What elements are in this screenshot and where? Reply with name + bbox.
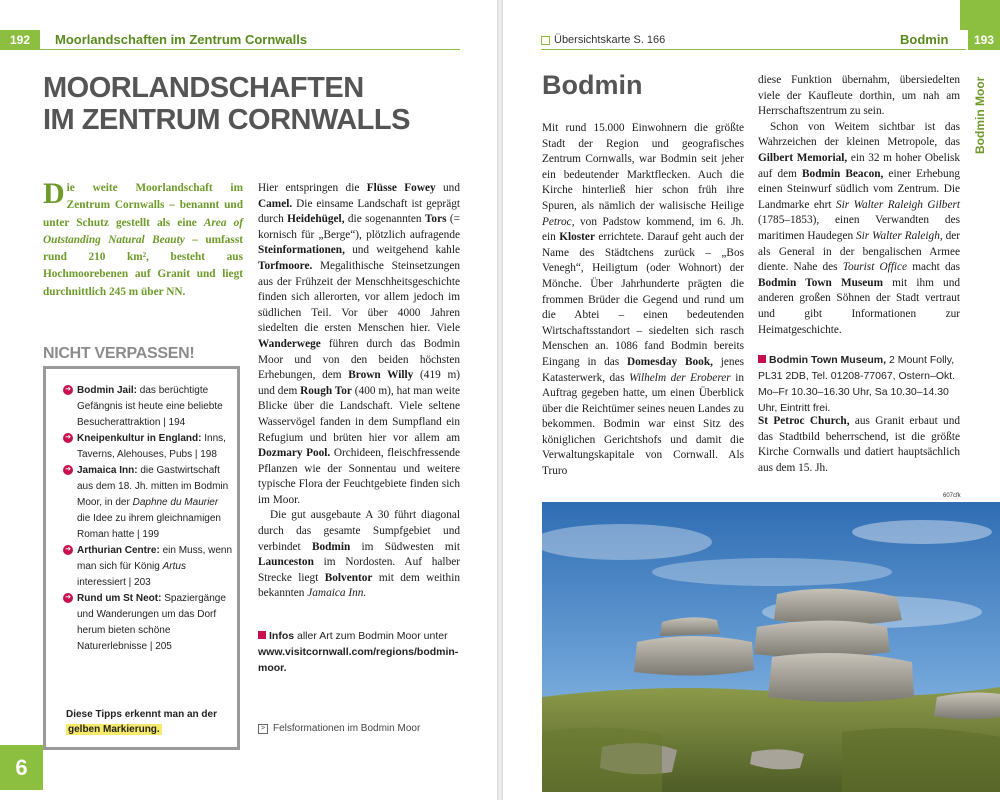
museum-bullet-icon — [758, 355, 766, 363]
map-square-icon — [541, 36, 550, 45]
tip-title: Rund um St Neot: — [77, 593, 162, 604]
section-title: Bodmin — [542, 70, 643, 100]
church-paragraph: St Petroc Church, aus Granit erbaut und das Stadtbild beherrschend, ist die größte Kirche Cornwalls und datiert hauptsächlich aus dem 15. Jh. — [758, 415, 961, 474]
tip-item: ➔ Kneipenkultur in England: Inns, Taverns, Alehouses, Pubs | 198 — [63, 431, 233, 463]
emphasis: Torfmoore. — [258, 259, 313, 272]
emphasis: Launceston — [258, 556, 314, 569]
gilbert-paragraph: Schon von Weitem sichtbar ist das Wahrzeichen der kleinen Metropole, das Gilbert Memorial, ein 32 m hoher Obelisk auf dem Bodmin Beacon, einer Erhebung einen Steinwurf südlich vom Zentrum. Die Landmarke ehrt Sir Walter Raleigh Gilbert (1785–1853), einen Verwandten des maritimen Haudegen Sir Walter Raleigh, der als General in der bengalischen Armee diente. Nahe des Tourist Office macht das Bodmin Town Museum mit ihm und anderen großen Söhnen der Stadt vertraut und gibt Informationen zur Heimatgeschichte. — [758, 120, 961, 336]
emphasis: Bodmin Town Museum — [758, 276, 883, 289]
intro-text-a: ie weite Moorlandschaft im Zentrum Cornwalls – benannt und unter Schutz gestellt als eine — [43, 182, 243, 229]
church-column — [758, 414, 960, 476]
caption-text: Felsformationen im Bodmin Moor — [273, 723, 421, 734]
church-name: St Petroc Church, — [758, 415, 850, 427]
emphasis: Wanderwege — [258, 337, 321, 350]
running-head-left: Moorlandschaften im Zentrum Cornwalls — [55, 32, 308, 47]
emphasis: Sir Walter Raleigh, — [856, 229, 943, 242]
header-rule-right — [541, 49, 966, 50]
drop-cap: D — [43, 177, 65, 210]
emphasis: Heidehügel, — [287, 213, 345, 226]
emphasis: Sir Walter Raleigh Gilbert — [835, 198, 960, 211]
emphasis: Wilhelm der Eroberer — [629, 371, 731, 384]
emphasis: Rough Tor — [300, 384, 352, 397]
emphasis: Jamaica Inn. — [307, 587, 367, 600]
tip-item: ➔ Arthurian Centre: ein Muss, wenn man sich für König Artus interessiert | 203 — [63, 543, 233, 591]
corner-tab — [960, 0, 1000, 30]
bodmin-paragraph: Mit rund 15.000 Einwohnern die größte Stadt der Region und geografisches Zentrum Cornwalls, war Bodmin seit jeher ein bedeutender Marktflecken. Auch die Kirche hinterließ hier schon früh ihre Spuren, als nämlich der walisische Heilige Petroc, von Padstow kommend, im 6. Jh. ein Kloster errichtete. Darauf geht auch der Name des Städtchens zurück – „Bos Venegh“, Heiligtum (oder Wohnort) der Mönche. Über Jahrhunderte prägten die frommen Brüder die Gegend und rund um die Abtei – einen bedeutenden Wirtschaftsstandort – siedelten sich rasch Menschen an. 1086 fand Bodmin bereits Eingang in das Domesday Book, jenes Katasterwerk, das Wilhelm der Eroberer in Auftrag gegeben hatte, um einen Überblick über die Reichtümer seines neuen Landes zu bekommen. Bodmin war einst Sitz des königlichen Gerichtshofs und damit die Verwaltungskapitale von Cornwall. Als Truro — [542, 122, 744, 478]
side-chapter-label: Bodmin Moor — [973, 76, 987, 154]
tips-list — [63, 383, 233, 655]
box-heading: NICHT VERPASSEN! — [43, 345, 195, 362]
body-paragraph-1: Hier entspringen die Flüsse Fowey und Camel. Die einsame Landschaft ist geprägt durch Heidehügel, die sogenannten Tors (= kornisch für „Berge“), plötzlich aufragende Steinformationen, und weitgehend kahle Torfmoore. Megalithische Steinsetzungen aus der Frühzeit der Menschheitsgeschichte finden sich allerorten, vor allem jedoch im südlichen Teil. Vor über 4000 Jahren siedelten die ersten Menschen hier. Viele Wanderwege führen durch das Bodmin Moor und von den beiden höchsten Erhebungen, dem Brown Willy (419 m) und dem Rough Tor (400 m), hat man weite Blicke über die Landschaft. Viele seltene Wasservögel fanden in dem Sumpfland ein Refugium und brüten hier vor allem am Dozmary Pool. Orchideen, fleischfressende Pflanzen wie der Sonnentau und weitere typische Flora der Feuchtgebiete finden sich im Moor. — [258, 182, 461, 506]
info-label: Infos — [269, 630, 295, 642]
photo-caption — [258, 723, 420, 734]
emphasis: Camel. — [258, 197, 293, 210]
title-line-1: MOORLANDSCHAFTEN — [43, 72, 364, 104]
museum-name: Bodmin Town Museum, — [769, 354, 887, 366]
box-footnote-a: Diese Tipps erkennt man an der — [66, 709, 217, 720]
emphasis: Brown Willy — [348, 369, 414, 382]
cross-reference — [541, 34, 665, 46]
emphasis: Bodmin Beacon, — [802, 167, 884, 180]
page-number-left: 192 — [0, 30, 40, 50]
body-column-right-1 — [542, 121, 744, 480]
intro-paragraph — [43, 177, 243, 301]
body-column-left — [258, 181, 460, 602]
box-footnote-highlight: gelben Markierung. — [68, 724, 160, 735]
tips-box — [43, 366, 240, 750]
cross-reference-text: Übersichtskarte S. 166 — [554, 34, 666, 46]
intro-text-b: – umfasst rund 210 km², besteht aus Hochmoorebenen auf Granit und liegt durchnittlich 245 m über NN. — [43, 233, 243, 298]
continuation-paragraph: diese Funktion übernahm, übersiedelten viele der Kaufleute dorthin, um nah am Herrschaftszentrum zu sein. — [758, 74, 960, 118]
emphasis: Gilbert Memorial, — [758, 151, 848, 164]
box-footnote — [66, 707, 226, 737]
page-number-right: 193 — [968, 30, 1000, 50]
emphasis: Bolventor — [324, 571, 373, 584]
header-rule-left — [0, 49, 460, 50]
moor-rock-photo — [542, 502, 1000, 792]
tip-italic: Artus — [162, 561, 186, 572]
photo-illustration — [542, 502, 1000, 792]
tip-item: ➔ Jamaica Inn: die Gastwirtschaft aus dem 18. Jh. mitten im Bodmin Moor, in der Daphne du Maurier die Idee zu ihrem gleichnamigen Roman hatte | 199 — [63, 463, 233, 543]
tip-title: Arthurian Centre: — [77, 545, 160, 556]
body-column-right-2 — [758, 73, 960, 338]
left-page — [0, 0, 497, 800]
emphasis: Dozmary Pool. — [258, 447, 331, 460]
info-text: aller Art zum Bodmin Moor unter — [294, 630, 448, 642]
tip-title: Bodmin Jail: — [77, 385, 138, 396]
tip-item: ➔ Bodmin Jail: das berüchtigte Gefängnis ist heute eine beliebte Besucherattraktion | 194 — [63, 383, 233, 431]
chapter-number: 6 — [0, 745, 43, 790]
tip-title: Jamaica Inn: — [77, 465, 138, 476]
museum-info — [758, 352, 963, 416]
emphasis: Tourist Office — [842, 261, 908, 274]
right-page — [503, 0, 1000, 800]
emphasis: Flüsse Fowey — [366, 182, 436, 194]
caption-arrow-icon: > — [258, 724, 268, 734]
info-note — [258, 628, 463, 676]
emphasis: Kloster — [559, 231, 595, 244]
emphasis: Tors — [424, 213, 447, 226]
tip-italic: Daphne du Maurier — [132, 497, 219, 508]
intro-italic: Area of Outstanding Natural Beauty — [43, 216, 243, 246]
title-line-2: IM ZENTRUM CORNWALLS — [43, 104, 410, 136]
body-paragraph-2: Die gut ausgebaute A 30 führt diagonal durch das gesamte Sumpfgebiet und verbindet Bodmin im Südwesten mit Launceston im Nordosten. Auf halber Strecke liegt Bolventor mit dem weithin bekannten Jamaica Inn. — [258, 509, 460, 600]
museum-details: 2 Mount Folly, PL31 2DB, Tel. 01208-77067, Ostern–Okt. Mo–Fr 10.30–16.30 Uhr, Sa 10.30–14.30 Uhr, Eintritt frei. — [758, 354, 956, 414]
tip-item: ➔ Rund um St Neot: Spaziergänge und Wanderungen um das Dorf herum bieten schöne Naturerlebnisse | 205 — [63, 591, 233, 655]
info-bullet-icon — [258, 631, 266, 639]
emphasis: Steinformationen, — [258, 244, 345, 257]
emphasis: Petroc, — [542, 215, 575, 228]
page-title — [43, 72, 463, 136]
info-url[interactable]: www.visitcornwall.com/regions/bodmin-moor. — [258, 646, 459, 674]
running-head-right: Bodmin — [900, 32, 949, 47]
photo-credit: 607cfk — [943, 493, 961, 499]
emphasis: Domesday Book, — [626, 355, 713, 368]
tip-title: Kneipenkultur in England: — [77, 433, 202, 444]
emphasis: Bodmin — [311, 540, 351, 553]
